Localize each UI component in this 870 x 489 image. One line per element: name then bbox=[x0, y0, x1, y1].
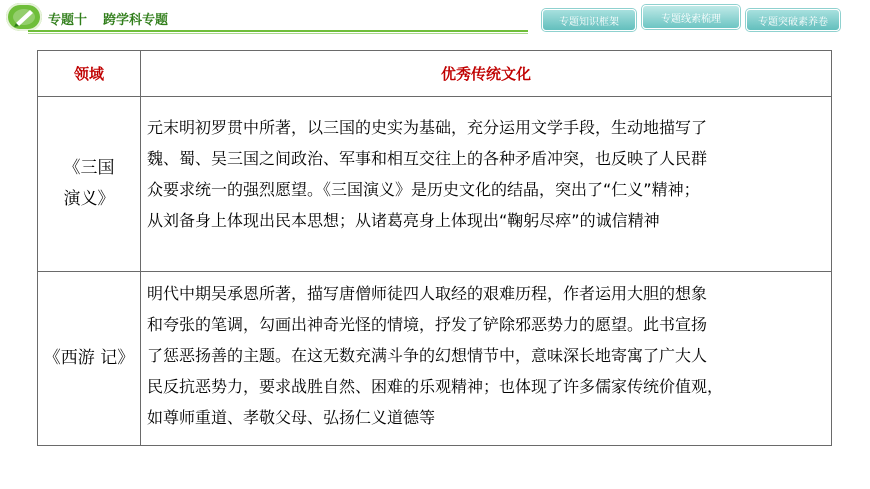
category-line: 《三国 bbox=[63, 158, 115, 178]
slide-header bbox=[0, 0, 870, 36]
breadcrumb-title: 跨学科专题 bbox=[103, 13, 169, 28]
category-line: 《西游 bbox=[43, 348, 95, 368]
description-line: 从刘备身上体现出民本思想；从诸葛亮身上体现出“鞠躬尽瘁”的诚信精神 bbox=[147, 211, 660, 230]
table-header-row bbox=[38, 51, 832, 97]
category-line: 记》 bbox=[100, 348, 135, 368]
nav-breakthrough-quiz-button[interactable]: 专题突破素养卷 bbox=[746, 9, 840, 31]
nav-clue-sorting-button[interactable]: 专题线索梳理 bbox=[642, 5, 740, 29]
description-line: 明代中期吴承恩所著，描写唐僧师徒四人取经的艰难历程，作者运用大胆的想象 bbox=[147, 284, 708, 303]
category-line: 演义》 bbox=[63, 189, 115, 209]
description-line: 和夸张的笔调，勾画出神奇光怪的情境，抒发了铲除邪恶势力的愿望。此书宣扬 bbox=[147, 315, 708, 334]
description-line: 元末明初罗贯中所著，以三国的史实为基础，充分运用文学手段，生动地描写了 bbox=[147, 118, 708, 137]
column-header-culture: 优秀传统文化 bbox=[141, 51, 832, 97]
header-divider-thin bbox=[28, 33, 528, 34]
description-line: 了惩恶扬善的主题。在这无数充满斗争的幻想情节中，意味深长地寄寓了广大人 bbox=[147, 346, 708, 365]
row-description bbox=[141, 272, 832, 446]
description-line: 民反抗恶势力，要求战胜自然、困难的乐观精神；也体现了许多儒家传统价值观， bbox=[147, 377, 724, 396]
row-description bbox=[141, 97, 832, 272]
breadcrumb-topic: 专题十 bbox=[48, 13, 88, 28]
nav-knowledge-framework-button[interactable]: 专题知识框架 bbox=[542, 9, 636, 31]
pen-leaf-icon bbox=[6, 3, 42, 31]
culture-table bbox=[37, 50, 832, 446]
table-row bbox=[38, 272, 832, 446]
row-category bbox=[38, 97, 141, 272]
header-divider bbox=[28, 30, 528, 32]
description-line: 众要求统一的强烈愿望。《三国演义》是历史文化的结晶，突出了“仁义”精神； bbox=[147, 180, 700, 199]
description-line: 如尊师重道、孝敬父母、弘扬仁义道德等 bbox=[147, 408, 436, 427]
description-line: 魏、蜀、吴三国之间政治、军事和相互交往上的各种矛盾冲突，也反映了人民群 bbox=[147, 149, 708, 168]
table-row bbox=[38, 97, 832, 272]
row-category bbox=[38, 272, 141, 446]
column-header-domain: 领域 bbox=[38, 51, 141, 97]
